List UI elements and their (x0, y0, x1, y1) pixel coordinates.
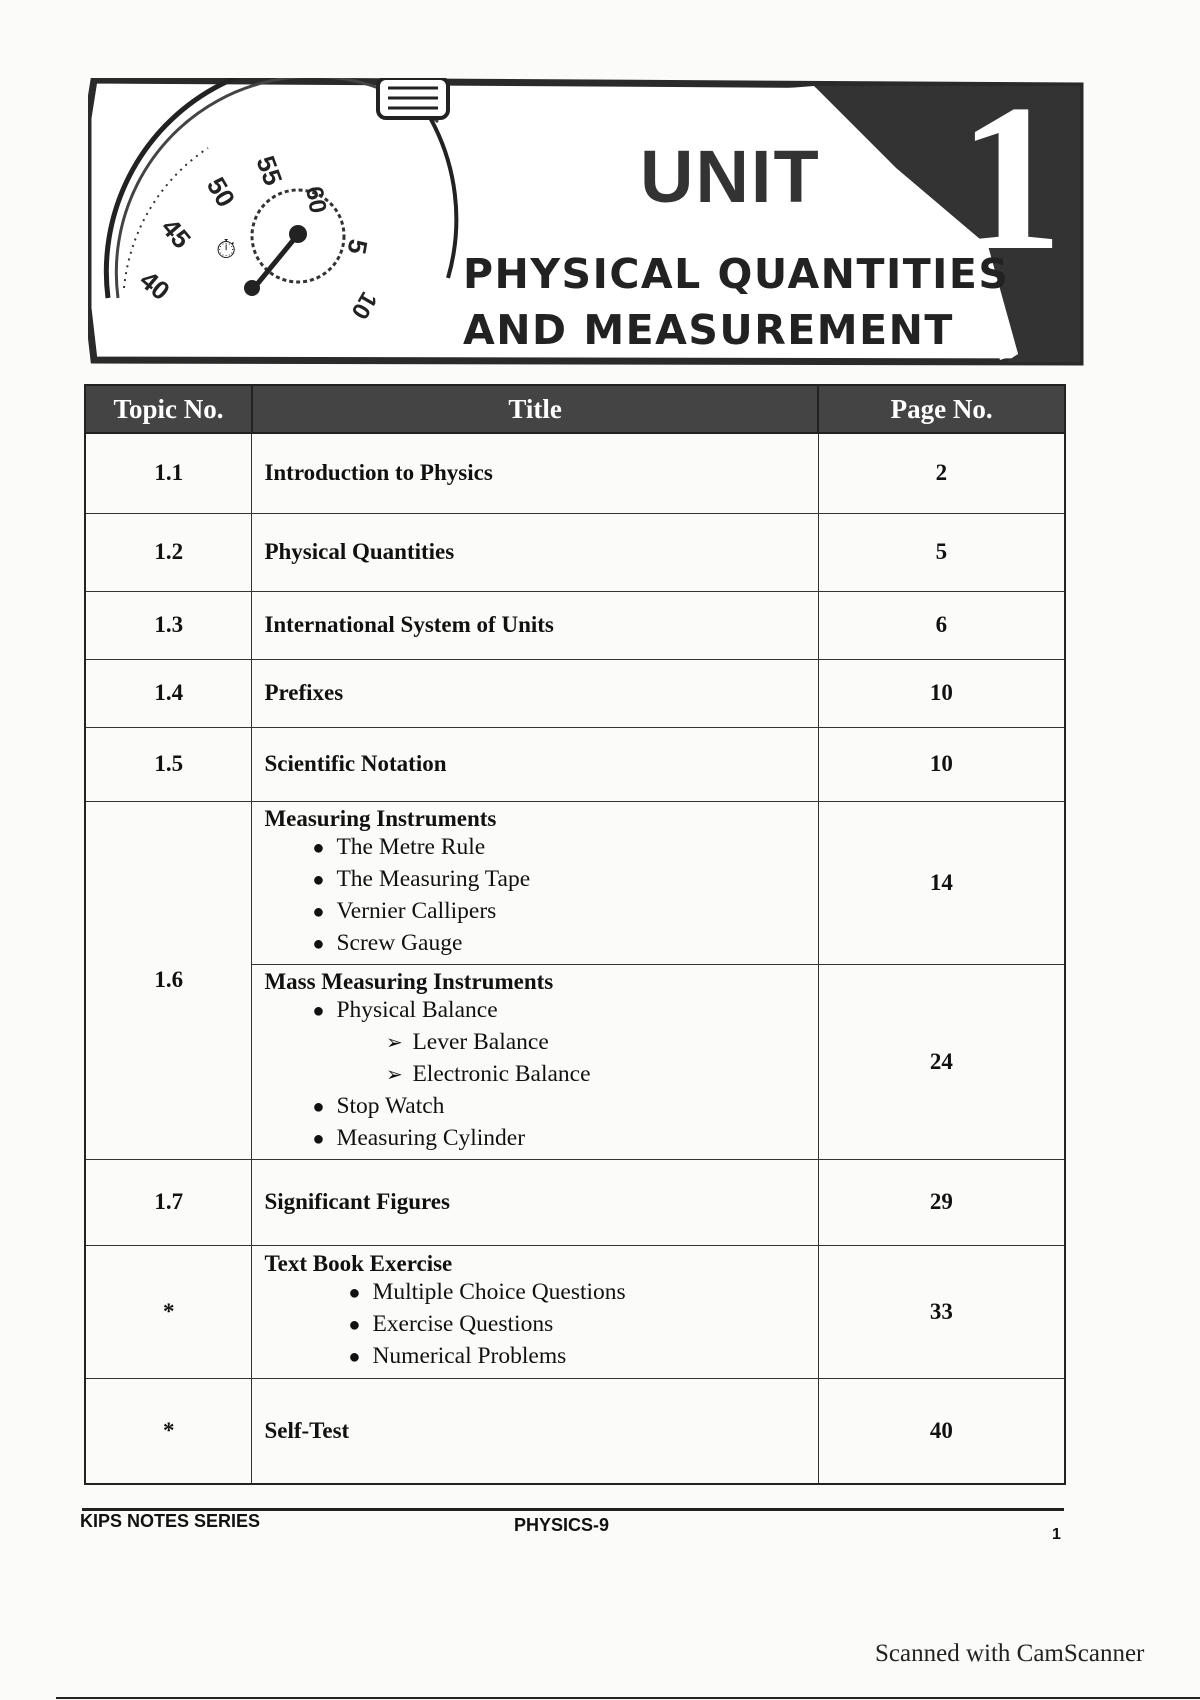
topic-number: 1.7 (85, 1159, 252, 1245)
topic-number: 1.4 (85, 659, 252, 727)
header-topic-no: Topic No. (85, 385, 252, 433)
arrow-bullet-icon: ➢ (386, 1063, 403, 1086)
list-item: ● Screw Gauge (264, 928, 817, 960)
unit-title-line2: AND MEASUREMENT (463, 306, 954, 354)
table-row (85, 727, 1065, 801)
measuring-instruments-cell (252, 801, 818, 964)
header-title: Title (252, 385, 818, 433)
unit-title-line1: PHYSICAL QUANTITIES (463, 250, 1010, 298)
footer-series: KIPS NOTES SERIES (80, 1511, 261, 1531)
svg-text:10: 10 (345, 287, 383, 324)
table-row (85, 801, 1065, 964)
table-row (85, 659, 1065, 727)
bullet-icon: ● (312, 868, 325, 891)
exercise-list (264, 1277, 817, 1373)
svg-text:60: 60 (300, 184, 332, 216)
textbook-exercise-cell (252, 1245, 818, 1378)
list-item: ● Numerical Problems (264, 1341, 817, 1373)
bullet-icon: ● (348, 1345, 361, 1368)
list-item: ● Physical Balance (264, 995, 817, 1027)
bullet-icon: ● (312, 932, 325, 955)
page-number: 29 (818, 1159, 1065, 1245)
bullet-icon: ● (312, 1095, 325, 1118)
svg-text:40: 40 (134, 264, 176, 307)
list-item: ➢ Electronic Balance (264, 1059, 817, 1091)
svg-text:50: 50 (200, 172, 242, 213)
page-number: 14 (818, 801, 1065, 964)
page-number: 33 (818, 1245, 1065, 1378)
footer-page-number: 1 (1052, 1526, 1061, 1543)
table-header-row (85, 385, 1065, 433)
topic-title: International System of Units (252, 591, 818, 659)
arrow-bullet-icon: ➢ (386, 1031, 403, 1054)
list-item: ● Multiple Choice Questions (264, 1277, 817, 1309)
svg-text:45: 45 (155, 212, 197, 255)
group-title: Mass Measuring Instruments (264, 968, 554, 994)
topic-title: Self-Test (252, 1378, 818, 1484)
svg-text:5: 5 (341, 236, 374, 257)
table-row (85, 513, 1065, 591)
svg-text:55: 55 (250, 151, 289, 190)
unit-number: 1 (958, 62, 1063, 294)
page-number: 10 (818, 727, 1065, 801)
list-item: ● The Metre Rule (264, 832, 817, 864)
group-title: Measuring Instruments (264, 805, 497, 831)
list-item: ● The Measuring Tape (264, 864, 817, 896)
measuring-instruments-list (264, 832, 817, 960)
list-item: ● Exercise Questions (264, 1309, 817, 1341)
unit-banner (88, 62, 1084, 366)
topic-title: Significant Figures (252, 1159, 818, 1245)
footer-subject: PHYSICS-9 (514, 1515, 610, 1535)
list-item: ● Measuring Cylinder (264, 1123, 817, 1155)
bottom-divider (56, 1697, 1200, 1699)
svg-text:⏱: ⏱ (216, 235, 237, 265)
topic-number: * (85, 1378, 252, 1484)
unit-label: UNIT (640, 135, 821, 218)
topic-number: 1.1 (85, 433, 252, 513)
page-number: 5 (818, 513, 1065, 591)
page-number: 6 (818, 591, 1065, 659)
table-row (85, 1378, 1065, 1484)
contents-table (84, 384, 1066, 1485)
topic-number: 1.3 (85, 591, 252, 659)
page-number: 10 (818, 659, 1065, 727)
mass-instruments-list (264, 995, 817, 1155)
page-number: 2 (818, 433, 1065, 513)
table-row (85, 1245, 1065, 1378)
table-row (85, 591, 1065, 659)
group-title: Text Book Exercise (264, 1250, 453, 1276)
list-item: ➢ Lever Balance (264, 1027, 817, 1059)
topic-number: 1.2 (85, 513, 252, 591)
bullet-icon: ● (348, 1281, 361, 1304)
topic-title: Physical Quantities (252, 513, 818, 591)
table-row (85, 1159, 1065, 1245)
header-page-no: Page No. (818, 385, 1065, 433)
bullet-icon: ● (312, 900, 325, 923)
table-row (85, 433, 1065, 513)
scan-watermark: Scanned with CamScanner (875, 1640, 1145, 1667)
topic-number: 1.6 (85, 801, 252, 1159)
topic-title: Prefixes (252, 659, 818, 727)
list-item: ● Vernier Callipers (264, 896, 817, 928)
bullet-icon: ● (348, 1313, 361, 1336)
mass-measuring-instruments-cell (252, 964, 818, 1159)
topic-title: Introduction to Physics (252, 433, 818, 513)
bullet-icon: ● (312, 1127, 325, 1150)
page-number: 24 (818, 964, 1065, 1159)
bullet-icon: ● (312, 836, 325, 859)
bullet-icon: ● (312, 999, 325, 1022)
topic-title: Scientific Notation (252, 727, 818, 801)
topic-number: * (85, 1245, 252, 1378)
topic-number: 1.5 (85, 727, 252, 801)
list-item: ● Stop Watch (264, 1091, 817, 1123)
page-number: 40 (818, 1378, 1065, 1484)
